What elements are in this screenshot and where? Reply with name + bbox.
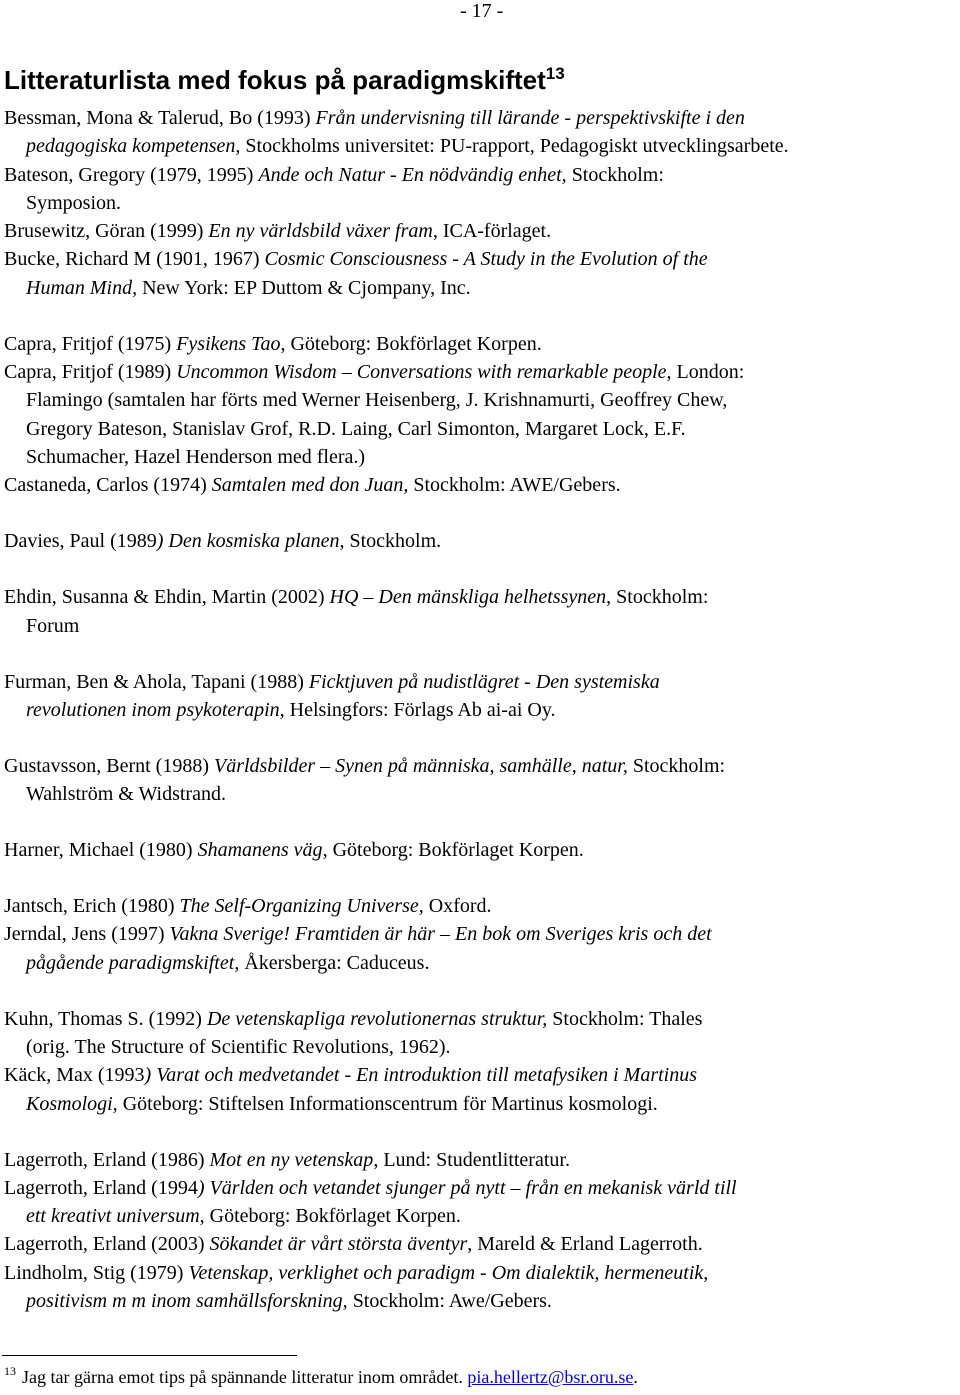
reference-entry xyxy=(0,668,958,725)
reference-title-text: Human Mind, xyxy=(26,276,143,299)
reference-text: Davies, Paul (1989 xyxy=(4,530,157,553)
reference-line xyxy=(0,1287,958,1315)
reference-text: Flamingo (samtalen har förts med Werner Heisenberg, J. Krishnamurti, Geoffrey Chew, xyxy=(26,389,728,412)
reference-text: Stockholm: AWE/Gebers. xyxy=(413,474,621,497)
reference-title-text: ett kreativt universum xyxy=(26,1205,200,1228)
reference-text: (orig. The Structure of Scientific Revolutions, 1962). xyxy=(26,1035,451,1058)
reference-text: Stockholm: xyxy=(571,163,664,186)
reference-title-text: Cosmic Consciousness - A Study in the Evolution of the xyxy=(264,248,708,271)
reference-line xyxy=(0,189,958,217)
reference-list xyxy=(0,104,958,1315)
page-title xyxy=(4,62,565,98)
reference-entry xyxy=(0,1174,958,1231)
reference-text: Capra, Fritjof (1975) xyxy=(4,332,177,355)
reference-title-text: Shamanens väg xyxy=(197,839,323,862)
reference-entry xyxy=(0,892,958,920)
reference-title-text: Uncommon Wisdom – Conversations with remarkable people xyxy=(176,361,667,384)
reference-text: Lagerroth, Erland (1986) xyxy=(4,1148,210,1171)
reference-entry xyxy=(0,330,958,358)
reference-title-text: Vetenskap, verklighet och paradigm - Om dialektik, hermeneutik, xyxy=(188,1261,709,1284)
footnote xyxy=(4,1364,638,1390)
reference-line xyxy=(0,132,958,160)
reference-line xyxy=(0,780,958,808)
reference-text: , Stockholm: xyxy=(606,586,709,609)
reference-text: Brusewitz, Göran (1999) xyxy=(4,220,209,243)
reference-line xyxy=(0,583,958,611)
reference-title-text: ) Varat och medvetandet - En introduktion till metafysiken i Martinus xyxy=(144,1064,698,1087)
reference-text: , Göteborg: Bokförlaget Korpen. xyxy=(199,1205,461,1228)
reference-title-text: Ande och Natur - En nödvändig enhet, xyxy=(258,163,572,186)
reference-text: New York: EP Duttom & Cjompany, Inc. xyxy=(142,276,471,299)
reference-text: Stockholm: xyxy=(632,754,726,777)
footnote-email-link[interactable]: pia.hellertz@bsr.oru.se xyxy=(467,1367,634,1387)
reference-line xyxy=(0,836,958,864)
reference-text: , Mareld & Erland Lagerroth. xyxy=(467,1233,703,1256)
reference-title-text: HQ – Den mänskliga helhetssynen xyxy=(329,586,607,609)
reference-line xyxy=(0,330,958,358)
reference-entry xyxy=(0,104,958,161)
reference-text: , Göteborg: Bokförlaget Korpen. xyxy=(280,332,542,355)
reference-line xyxy=(0,612,958,640)
reference-line xyxy=(0,161,958,189)
reference-line xyxy=(0,668,958,696)
reference-text: Stockholm: Thales xyxy=(552,1007,703,1030)
reference-title-text: revolutionen inom psykoterapin, xyxy=(26,698,290,721)
reference-title-text: pedagogiska kompetensen, xyxy=(26,135,246,158)
reference-text: Lagerroth, Erland (1994 xyxy=(4,1176,198,1199)
reference-text: , Stockholm. xyxy=(339,530,442,553)
page-number: - 17 - xyxy=(460,0,504,22)
reference-line xyxy=(0,752,958,780)
reference-line xyxy=(0,920,958,948)
reference-text: Wahlström & Widstrand. xyxy=(26,783,226,806)
reference-text: Kuhn, Thomas S. (1992) xyxy=(4,1007,207,1030)
reference-title-text: Från undervisning till lärande - perspektivskifte i den xyxy=(315,107,745,129)
reference-text: Jerndal, Jens (1997) xyxy=(4,923,170,946)
footnote-end: . xyxy=(633,1367,638,1387)
reference-entry xyxy=(0,358,958,471)
reference-title-text: De vetenskapliga revolutionernas struktur, xyxy=(206,1007,553,1030)
reference-text: Ehdin, Susanna & Ehdin, Martin (2002) xyxy=(4,586,330,609)
reference-text: Harner, Michael (1980) xyxy=(4,839,198,862)
reference-entry xyxy=(0,583,958,640)
reference-entry xyxy=(0,527,958,555)
reference-line xyxy=(0,696,958,724)
reference-line xyxy=(0,1174,958,1202)
reference-text: Castaneda, Carlos (1974) xyxy=(4,474,212,497)
reference-line xyxy=(0,471,958,499)
reference-title-text: Kosmologi, xyxy=(26,1092,123,1115)
reference-text: Bessman, Mona & Talerud, Bo (1993) xyxy=(4,107,316,129)
reference-text: Stockholms universitet: PU-rapport, Pedagogiskt utvecklingsarbete. xyxy=(245,135,789,158)
reference-line xyxy=(0,1005,958,1033)
reference-line xyxy=(0,245,958,273)
footnote-number: 13 xyxy=(4,1364,16,1378)
reference-text: , London: xyxy=(666,361,745,384)
reference-title-text: Sökandet är vårt största äventyr xyxy=(209,1233,468,1256)
reference-text: Gustavsson, Bernt (1988) xyxy=(4,754,214,777)
reference-title-text: ) Världen och vetandet sjunger på nytt – från en mekanisk värld till xyxy=(197,1176,737,1199)
footnote-text: Jag tar gärna emot tips på spännande litteratur inom området. xyxy=(22,1367,468,1387)
reference-text: , Oxford. xyxy=(418,895,492,918)
reference-line xyxy=(0,1259,958,1287)
reference-text: , Göteborg: Bokförlaget Korpen. xyxy=(322,839,584,862)
reference-title-text: Mot en ny vetenskap xyxy=(209,1148,374,1171)
reference-title-text: ) Den kosmiska planen xyxy=(156,530,340,553)
reference-text: Jantsch, Erich (1980) xyxy=(4,895,180,918)
reference-entry xyxy=(0,1061,958,1118)
footnote-divider xyxy=(2,1355,297,1356)
reference-text: Stockholm: Awe/Gebers. xyxy=(352,1289,552,1312)
reference-entry xyxy=(0,471,958,499)
reference-title-text: Världsbilder – Synen på människa, samhälle, natur, xyxy=(213,754,633,777)
reference-text: Lindholm, Stig (1979) xyxy=(4,1261,189,1284)
reference-entry xyxy=(0,752,958,809)
reference-line xyxy=(0,1230,958,1258)
reference-line xyxy=(0,892,958,920)
reference-text: Bateson, Gregory (1979, 1995) xyxy=(4,163,259,186)
reference-title-text: En ny världsbild växer fram xyxy=(208,220,433,243)
reference-title-text: pågående paradigmskiftet xyxy=(26,951,235,974)
reference-line xyxy=(0,527,958,555)
reference-entry xyxy=(0,1230,958,1258)
page-title-text: Litteraturlista med fokus på paradigmskiftet xyxy=(4,65,546,95)
reference-entry xyxy=(0,161,958,218)
reference-line xyxy=(0,443,958,471)
reference-text: Helsingfors: Förlags Ab ai-ai Oy. xyxy=(289,698,556,721)
reference-line xyxy=(0,217,958,245)
reference-text: , ICA-förlaget. xyxy=(432,220,552,243)
reference-title-text: Vakna Sverige! Framtiden är här – En bok om Sveriges kris och det xyxy=(169,923,712,946)
reference-line xyxy=(0,386,958,414)
footnote-marker[interactable]: 13 xyxy=(545,64,565,83)
reference-text: Göteborg: Stiftelsen Informationscentrum för Martinus kosmologi. xyxy=(122,1092,658,1115)
reference-title-text: Samtalen med don Juan, xyxy=(211,474,414,497)
reference-text: , Åkersberga: Caduceus. xyxy=(234,951,430,974)
reference-text: Furman, Ben & Ahola, Tapani (1988) xyxy=(4,670,309,693)
reference-text: Capra, Fritjof (1989) xyxy=(4,361,177,384)
reference-entry xyxy=(0,920,958,977)
reference-text: Bucke, Richard M (1901, 1967) xyxy=(4,248,265,271)
reference-line xyxy=(0,1090,958,1118)
reference-entry xyxy=(0,217,958,245)
reference-text: Schumacher, Hazel Henderson med flera.) xyxy=(26,445,366,468)
reference-line xyxy=(0,949,958,977)
reference-line xyxy=(0,1061,958,1089)
reference-title-text: Ficktjuven på nudistlägret - Den systemiska xyxy=(308,670,660,693)
reference-title-text: The Self-Organizing Universe xyxy=(179,895,419,918)
reference-line xyxy=(0,415,958,443)
reference-text: Käck, Max (1993 xyxy=(4,1064,145,1087)
reference-text: Symposion. xyxy=(26,191,122,214)
reference-line xyxy=(0,1033,958,1061)
reference-entry xyxy=(0,1259,958,1316)
reference-entry xyxy=(0,1146,958,1174)
reference-entry xyxy=(0,836,958,864)
reference-entry xyxy=(0,245,958,302)
reference-line xyxy=(0,1202,958,1230)
reference-line xyxy=(0,358,958,386)
reference-text: Forum xyxy=(26,614,80,637)
reference-title-text: Fysikens Tao xyxy=(176,332,281,355)
reference-text: Gregory Bateson, Stanislav Grof, R.D. Laing, Carl Simonton, Margaret Lock, E.F. xyxy=(26,417,686,440)
reference-title-text: positivism m m inom samhällsforskning, xyxy=(26,1289,353,1312)
reference-entry xyxy=(0,1005,958,1062)
reference-line xyxy=(0,274,958,302)
reference-line xyxy=(0,104,958,132)
reference-text: , Lund: Studentlitteratur. xyxy=(373,1148,570,1171)
reference-text: Lagerroth, Erland (2003) xyxy=(4,1233,210,1256)
reference-line xyxy=(0,1146,958,1174)
